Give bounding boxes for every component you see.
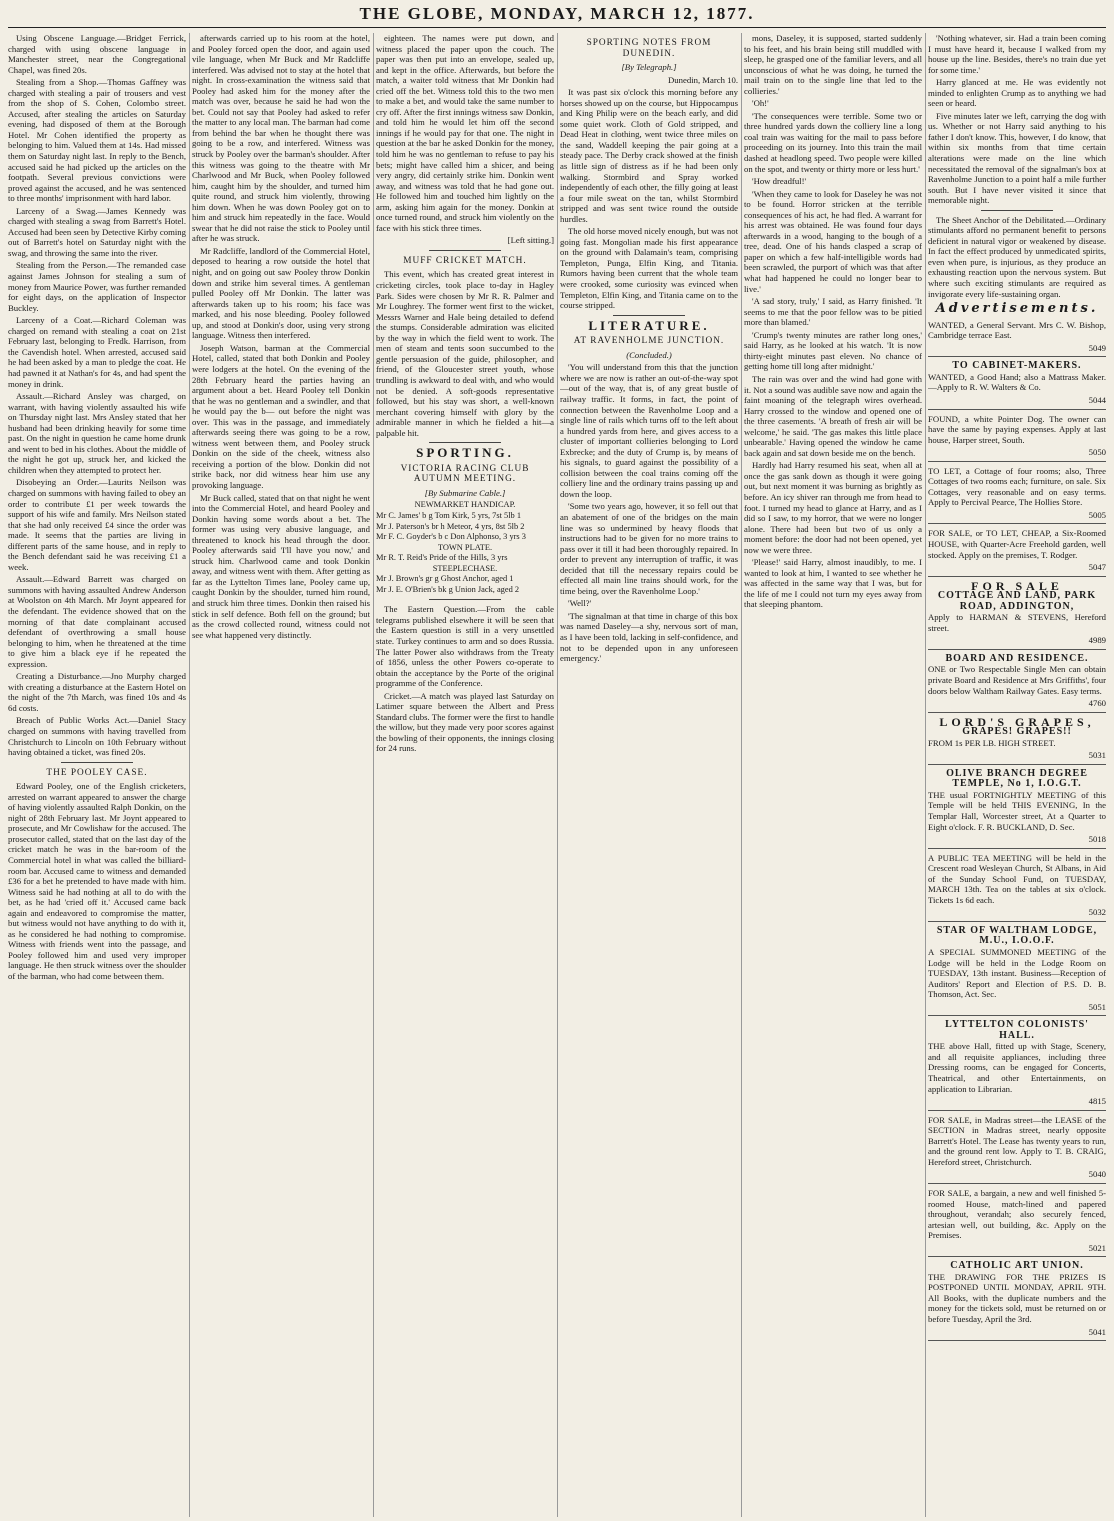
race-line: Mr J. Brown's gr g Ghost Anchor, aged 1: [376, 574, 514, 584]
story-paragraph: 'Oh!': [752, 98, 769, 109]
separator-rule: [429, 250, 500, 251]
ad-body: TO LET, a Cottage of four rooms; also, Three Cottages of two rooms each; furniture, on sale. Six Cottages, very reasonable and on easy terms. Apply to Percival Pearce, The Hollies Store.: [928, 465, 1106, 508]
ad-number: 5032: [1088, 907, 1106, 918]
story-paragraph: 'Crump's twenty minutes are rather long ones,' said Harry, as he looked at his watch. 'It is now thirty-eight minutes past eleven. No chance of getting home till long after midnight.': [744, 329, 922, 372]
court-report: Disobeying an Order.—Laurits Neilson was charged on summons with having failed to obey an order to contribute £1 per week towards the support of his wife and family. Mrs Neilson stated that she had only received £4 since the order was made. It seems that the parties are living in different parts of the same house, and in reply to the Bench defendant said he was receiving £1 a week.: [8, 477, 186, 572]
advertisement: [928, 851, 1106, 922]
separator-rule: [981, 210, 1052, 211]
ad-number: 5044: [1088, 394, 1106, 405]
ad-body: WANTED, a General Servant. Mrs C. W. Bishop, Cambridge terrace East.: [928, 319, 1106, 341]
dunedin-byline: [By Telegraph.]: [621, 62, 677, 73]
story-paragraph: Harry glanced at me. He was evidently not minded to enlighten Crump as to anything we had seen or heard.: [928, 77, 1106, 109]
advertisement: [928, 526, 1106, 576]
article-paragraph: The old horse moved nicely enough, but was not going fast. Mongolian made his first appearance on the ground with Dalamain's team, comprising Templeton, Punga, Elfin King, and Titania. Rumors having been current that the whole team were crooked, some curiosity was evinced when Templeton, Elfin King, and Titania came on to the course stripped.: [560, 226, 738, 311]
article-paragraph: afterwards carried up to his room at the hotel, and Pooley forced open the door, and again used vile language, when Mr Buck and Mr Radcliffe interfered. Was advised not to stay at the hotel that night. In cross-examination the witness said that Pooley had asked him for the money after the match was over, because he said he had won the bet. Could not say that Pooley had asked to refer the matter to any local man. The barman had come from behind the bar when he thought there was going to be a row, and interfered. Witness was struck by Pooley over the barman's shoulder. After this witness was going to the theatre with Mr Charlwood and Mr Buck, when Pooley followed him, caught him by the shoulder, and turned him quite round, and struck him violently, throwing him down. When he was down Pooley got on to him and struck him repeatedly in the face. Would swear that he did not raise the stick to Pooley until after he was struck.: [192, 33, 370, 244]
court-report: Using Obscene Language.—Bridget Ferrick, charged with using obscene language in Manchester street, near the Congregational Chapel, was fined 20s.: [8, 33, 186, 75]
ad-heading: LYTTELTON COLONISTS' HALL.: [945, 1019, 1089, 1041]
court-report: Stealing from a Shop.—Thomas Gaffney was charged with stealing a pair of trousers and vest from the shop of S. Cohen, Colombo street. Accused, after stealing the articles on Saturday evening, had disposed of them at the Borough Hotel. Mr Cohen identified the property as belonging to him. Valued them at 14s. Had missed them on Saturday night last. In reply to the Bench, accused said he had picked up the articles on the footpath. Several previous convictions were proved against the accused, and he was sentenced to three months' imprisonment with hard labor.: [8, 77, 186, 204]
article-paragraph: Joseph Watson, barman at the Commercial Hotel, called, stated that both Donkin and Pooley were lodgers at the hotel. On the evening of the 28th February heard the parties having an argument about a bet. Heard Pooley tell Donkin that he was no gentleman and a swindler, and that he would pay the b— out before the night was over. This was in the passage, and immediately afterwards seeing there was going to be a row, witness went between them, and Pooley struck Donkin on the side of the cheek, witness also receiving a portion of the blow. Donkin did not strike back, nor did witness hear him use any provoking language.: [192, 342, 370, 490]
ad-number: 5021: [1088, 1242, 1106, 1253]
ad-number: 4815: [1088, 1096, 1106, 1107]
ad-number: 5047: [1088, 562, 1106, 573]
article-paragraph: Mr Buck called, stated that on that night he went into the Commercial Hotel, and heard Pooley and Donkin having some words about a bet. The former was using very abusive language, and threatened to knock his head through the door. Pooley afterwards said 'I'll have you now,' and struck him. Charlwood came and took Donkin away, and witness went with them. After getting as far as the Lyttelton Times lane, Pooley came up, caught Donkin by the shoulder, turned him round, and struck him three times. Donkin then raised his stick in self defence. Both fell on the ground; but as the crowd collected round, witness could not see what happened very distinctly.: [192, 492, 370, 640]
story-paragraph: 'A sad story, truly,' I said, as Harry finished. 'It seems to me that the poor fellow was to be pitied more than blamed.': [744, 296, 922, 328]
vrc-heading: VICTORIA RACING CLUB AUTUMN MEETING.: [400, 463, 530, 485]
column-divider: [373, 33, 374, 1517]
separator-rule: [613, 315, 684, 316]
race-line: Mr R. T. Reid's Pride of the Hills, 3 yrs: [376, 553, 508, 563]
literature-heading: LITERATURE.: [588, 317, 710, 333]
race-results: [376, 500, 554, 595]
column-divider: [189, 33, 190, 1517]
ad-heading: BOARD AND RESIDENCE.: [945, 652, 1089, 664]
story-paragraph: mons, Daseley, it is supposed, started suddenly to his feet, and his brain being still muddled with sleep, he grasped one of the familiar levers, and all unconscious of what he was doing, he turned the mail train on to the single line that led to the collieries.': [744, 33, 922, 96]
advertisement: [928, 318, 1106, 358]
ad-number: 4989: [1088, 635, 1106, 646]
advertisement: [928, 652, 1106, 713]
ad-number: 4760: [1088, 698, 1106, 709]
race-line: Mr F. C. Goyder's b c Don Alphonso, 3 yrs 3: [376, 532, 526, 542]
ad-heading: STAR OF WALTHAM LODGE, M.U., I.O.O.F.: [936, 924, 1098, 947]
race-line: Mr J. E. O'Brien's bk g Union Jack, aged 2: [376, 584, 520, 594]
ad-body: THE usual FORTNIGHTLY MEETING of this Temple will be held THIS EVENING, In the Templar Hall, Worcester street, At a Quarter to Eight o'clock. F. R. BUCKLAND, D. Sec.: [928, 789, 1106, 832]
ad-number: 5050: [1088, 447, 1106, 458]
race-title: STEEPLECHASE.: [432, 563, 498, 573]
vrc-byline: [By Submarine Cable.]: [424, 487, 506, 498]
story-paragraph: 'Some two years ago, however, it so fell out that an abatement of one of the bridges on the main line was so undermined by heavy floods that instructions had to be given for no more trains to pass over it till it had been thoroughly repaired. In order to prevent any interruption of traffic, it was decided that till the necessary repairs could be effected all main line trains should work, for the time being, over the Ravenholme Loop.': [560, 501, 738, 596]
ad-heading: GRAPES! GRAPES!!: [962, 726, 1072, 738]
article-paragraph: It was past six o'clock this morning before any horses showed up on the course, but Hippocampus and King Philip were on the beach early, and did some quiet work. Cloth of Gold stripped, and Dead Heat in clothing, went twice three miles on the sand, Waddell keeping the pair going at a steady pace. The Derby crack showed at the finish as little sign of distress as if he had been only walking. Stormbird and Spray worked independently of each other, the filly going at least a four mile sweat on the tan, whilst Stormbird stripped and was sent twice round the outside hurdles.: [560, 87, 738, 224]
advertisement: [928, 715, 1106, 765]
ad-display-line: LORD'S GRAPES,: [939, 714, 1095, 729]
pooley-case-heading: THE POOLEY CASE.: [46, 767, 148, 778]
advertisement: [928, 1018, 1106, 1110]
court-report: Assault.—Edward Barrett was charged on summons with having assaulted Andrew Anderson at Woolston on 4th March. Mr Joynt appeared for the defendant. The evidence showed that on the morning of that date complainant accused defendant of overthrowing a small house belonging to him, when he threatened at the time to give him a black eye if he repeated the expression.: [8, 574, 186, 669]
story-paragraph: 'When they came to look for Daseley he was not to be found. Horror stricken at the terrible consequences of his act, he had fled. A warrant for his arrest was obtained. He was found four days afterwards in a wood, hanging to the bough of a tree, dead. One of his hands clasped a scrap of paper on which a few half-intelligible words had been scrawled, the purport of which was that after what had happened he could no longer bear to live.': [744, 188, 922, 294]
article-paragraph: The Eastern Question.—From the cable telegrams published elsewhere it will be seen that the Eastern question is still in a very unsettled state. Turkey continues to arm and so does Russia. The latter Power also withdraws from the Treaty of 1856, unless the other Powers co-operate to obtain the acceptance by the Porte of the original programme of the Conference.: [376, 604, 554, 689]
column-2: [192, 33, 370, 1517]
ad-body: Apply to HARMAN & STEVENS, Hereford street.: [928, 612, 1106, 633]
separator-rule: [61, 762, 132, 763]
ad-body: A PUBLIC TEA MEETING will be held in the Crescent road Wesleyan Church, St Albans, in Aid of the Sunday School Fund, on TUESDAY, MARCH 13th. Tea on the tables at six o'clock. Tickets 1s 6d each.: [928, 852, 1106, 905]
ad-number: 5040: [1088, 1169, 1106, 1180]
advertisements-heading: Advertisements.: [935, 301, 1099, 317]
ad-heading: OLIVE BRANCH DEGREE TEMPLE, No 1, I.O.G.T.: [946, 767, 1088, 790]
muff-cricket-heading: MUFF CRICKET MATCH.: [403, 255, 527, 266]
race-line: Mr J. Paterson's br h Meteor, 4 yrs, 8st 5lb 2: [376, 521, 525, 531]
ad-body: THE DRAWING FOR THE PRIZES IS POSTPONED UNTIL MONDAY, APRIL 9TH. All Books, with the duplicate numbers and the money for the tickets sold, must be returned on or before Tuesday, April the 3rd.: [928, 1271, 1106, 1324]
article-paragraph: eighteen. The names were put down, and witness placed the paper upon the couch. The paper was then put into an envelope, sealed up, and kept in the office. Afterwards, but before the match, a waiter told witness that Mr Donkin had cried off the bet. Witness told this to the two men to make a bet, and would take the same number to cry off. After the first innings witness saw Donkin, and told him he would let him off the second innings if he would pay for that one. The night in question at the bar he asked Donkin for the money, told him he was no gentleman to refuse to pay his bets; might have called him a shicer, and being very angry, did certainly strike him. Donkin went away, and witness was told that he had gone out. He followed him and touched him lightly on the arm, asking him again for the money. Donkin at once turned round, and struck him violently on the face with his stick three times.: [376, 33, 554, 233]
column-3: [376, 33, 554, 1517]
advertisement: [928, 464, 1106, 525]
ad-display-line: FOR SALE: [971, 578, 1063, 593]
ad-heading: CATHOLIC ART UNION.: [950, 1260, 1084, 1272]
ad-number: 5018: [1088, 834, 1106, 845]
story-paragraph: 'You will understand from this that the junction where we are now is rather an out-of-the-way spot—out of the way, that is, of any great bustle of railway traffic. It forms, in fact, the point of connection between the Ravenholme Loop and a single line of rails which turns off to the left about a hundred yards from here, and gives access to a cluster of important collieries belonging to Lord Exbrecke; and the duty of Crump is, by means of his signals, to guard against the possibility of a collision between the coal trains coming off the colliery line and the ordinary trains passing up and down the loop.: [560, 362, 738, 499]
advertisement: [928, 767, 1106, 849]
separator-rule: [429, 442, 500, 443]
story-paragraph: 'Nothing whatever, sir. Had a train been coming I must have heard it, because I walked from my house up the line. Besides, there's no train due yet for some time.': [928, 33, 1106, 75]
advertisement: [928, 924, 1106, 1016]
column-divider: [557, 33, 558, 1517]
story-concluded: (Concluded.): [626, 349, 672, 360]
race-title: TOWN PLATE.: [437, 542, 493, 552]
article-paragraph: Edward Pooley, one of the English cricketers, arrested on warrant appeared to answer the charge of having violently assaulted Ralph Donkin, on the night of 28th February last. Mr Joynt appeared to prosecute, and Mr Cowlishaw for the accused. The prosecutor called, stated that on the last day of the cricket match he was in the bar-room of the Commercial hotel in what was called the billiard-room bar. Accused came to witness and demanded £36 for a bet he pretended to have made with him. Witness said he had nothing at all to do with the bet, as he had 'cried off it.' Accused came back again and endeavored to compromise the matter, but witness would not have anything to do with it, as he considered he had nothing to compromise. Witness with friends went into the passage, and Pooley followed him and used very improper language. He then struck witness over the shoulder of the barman, who had come between them.: [8, 781, 186, 982]
court-report: Larceny of a Coat.—Richard Coleman was charged on remand with stealing a coat on 21st February last, belonging to Fredk. Harrison, from the Cavendish hotel. When arrested, accused said he had been asked by a man to pledge the coat. He had pawned it at Nathan's for 4s, and had spent the money in drink.: [8, 315, 186, 389]
ad-heading: COTTAGE AND LAND, PARK ROAD, ADDINGTON,: [937, 590, 1097, 612]
column-1: [8, 33, 186, 1517]
story-paragraph: The rain was over and the wind had gone with it. Not a sound was audible save now and again the faint moaning of the telegraph wires overhead. Harry crossed to the window and opened one of the three casements. 'A breath of fresh air will be welcome,' he said. 'The gas makes this little place unbearable.' Having opened the window he came back again and sat down beside me on the bench.: [744, 373, 922, 458]
race-title: NEWMARKET HANDICAP.: [414, 500, 516, 510]
race-line: Mr C. James' b g Tom Kirk, 5 yrs, 7st 5lb 1: [376, 510, 522, 520]
court-report: Breach of Public Works Act.—Daniel Stacy charged on summons with having travelled from Christchurch to Lincoln on 10th February without having obtained a ticket, was fined 20s.: [8, 715, 186, 758]
sporting-heading: SPORTING.: [416, 445, 514, 461]
dunedin-heading: SPORTING NOTES FROM DUNEDIN.: [586, 38, 712, 59]
advertisement: [928, 412, 1106, 462]
advertisement: [928, 1259, 1106, 1341]
advertisement: [928, 359, 1106, 409]
column-6: [928, 33, 1106, 1517]
masthead: THE GLOBE, MONDAY, MARCH 12, 1877.: [359, 4, 755, 23]
ad-body: FROM 1s PER LB. HIGH STREET.: [928, 737, 1056, 748]
article-paragraph: This event, which has created great interest in cricketing circles, took place to-day in Hagley Park. Sides were chosen by Mr R. R. Palmer and Mr Loughrey. The former went first to the wicket, Messrs Warner and Hale being detailed to defend the stumps. Considerable admiration was elicited by the way in which the field went to work. The men of steam and tents soon succumbed to the gentle persuasion of the guide, philosopher, and friend, of the Gloucester street youth, whose trundling is awkward to deal with, and who would not be denied. A soft-goods representative followed, but his stay was short, a well-known merchant covering himself with glory by the admirable manner in which he fielded a hit—a palpable hit.: [376, 269, 554, 438]
court-report: Assault.—Richard Ansley was charged, on warrant, with having violently assaulted his wife on Thursday night last. Mrs Ansley stated that her husband had been drinking heavily for some time past. On the night in question he came home drunk and went to bed in his clothes. About the middle of the night he got up, struck her, and kicked the children when they attempted to protect her.: [8, 391, 186, 475]
ad-body: THE above Hall, fitted up with Stage, Scenery, and all requisite appliances, including three Dressing rooms, can be engaged for Concerts, Theatrical, and other Entertainments, on application to Librarian.: [928, 1041, 1106, 1094]
ad-body: FOR SALE, in Madras street—the LEASE of the SECTION in Madras street, nearly opposite Barrett's Hotel. The Lease has twenty years to run, and the ground rent low. Apply to T. B. CRAIG, Hereford street, Christchurch.: [928, 1114, 1106, 1167]
column-divider: [741, 33, 742, 1517]
ad-number: 5005: [1088, 509, 1106, 520]
article-paragraph: The Sheet Anchor of the Debilitated.—Ordinary stimulants afford no permanent benefit to persons deficient in natural vigor or weakened by disease. In fact the effect produced by unmedicated spirits, even when pure, is injurious, as they produce an exhausting reaction upon the nervous system. But where such exciting stimulants are required as invigorate every life-sustaining organ.: [928, 214, 1106, 299]
masthead-rule: [8, 27, 1106, 28]
story-paragraph: 'The signalman at that time in charge of this box was named Daseley—a shy, nervous sort of man, as I have been told, lacking in self-confidence, and not to be depended upon in any unforeseen emergency.': [560, 610, 738, 664]
story-paragraph: 'Well?': [568, 598, 592, 609]
ad-number: 5049: [1088, 342, 1106, 353]
ad-number: 5031: [1088, 750, 1106, 761]
ad-number: 5051: [1088, 1001, 1106, 1012]
ad-body: WANTED, a Good Hand; also a Mattrass Maker.—Apply to R. W. Walters & Co.: [928, 371, 1106, 393]
article-paragraph: Cricket.—A match was played last Saturday on Latimer square between the Albert and Press Standard clubs. The former were the first to handle the willow, but they made very poor scores against the bowling of their opponents, the innings closing for 24 runs.: [376, 690, 554, 754]
story-paragraph: 'The consequences were terrible. Some two or three hundred yards down the colliery line a long coal train was waiting for the mail to pass before proceeding on its journey. Into this train the mail dashed at headlong speed. Two people were killed on the spot, and twenty or thirty more or less hurt.': [744, 110, 922, 174]
column-4: [560, 33, 738, 1517]
advertisement: [928, 579, 1106, 650]
left-sitting-note: [Left sitting.]: [507, 235, 554, 246]
story-title: AT RAVENHOLME JUNCTION.: [573, 336, 725, 347]
column-5: [744, 33, 922, 1517]
column-divider: [925, 33, 926, 1517]
ad-body: ONE or Two Respectable Single Men can obtain private Board and Residence at Mrs Griffiths', four doors below Waltham Railway Gates. Easy terms.: [928, 664, 1106, 696]
ad-heading: TO CABINET-MAKERS.: [952, 360, 1082, 372]
dateline: Dunedin, March 10.: [668, 74, 738, 85]
story-paragraph: 'How dreadful!': [752, 176, 807, 187]
ad-body: FOR SALE, or TO LET, CHEAP, a Six-Roomed HOUSE, with Quarter-Acre Freehold garden, well stocked. Apply on the premises, T. Rodger.: [928, 528, 1106, 560]
advertisement-list: [928, 318, 1106, 1341]
ad-number: 5041: [1088, 1326, 1106, 1337]
ad-body: A SPECIAL SUMMONED MEETING of the Lodge will be held in the Lodge Room on TUESDAY, 13th instant. Business—Reception of Auditors' Report and Election of P.S. D. B. Thomson, Act. Sec.: [928, 947, 1106, 1000]
court-report: Stealing from the Person.—The remanded case against James Johnson for stealing a sum of money from Maurice Power, was further remanded for eight days, on the application of Inspector Buckley.: [8, 260, 186, 313]
court-report: Creating a Disturbance.—Jno Murphy charged with creating a disturbance at the Eastern Hotel on the night of the 7th March, was fined 10s and 4s 6d costs.: [8, 671, 186, 713]
ad-body: FOUND, a white Pointer Dog. The owner can have the same by paying expenses. Apply at last house, Harper street, South.: [928, 413, 1106, 445]
separator-rule: [429, 599, 500, 600]
story-paragraph: 'Please!' said Harry, almost inaudibly, to me. I wanted to look at him, I wanted to see whether he was affected in the same way that I was, but for the life of me I could not turn my eyes away from that sleeping phantom.: [744, 557, 922, 610]
story-paragraph: Five minutes later we left, carrying the dog with us. Whether or not Harry said anything to his father I don't know. This, however, I do know, that within six months from that time certain alterations were made on the line which necessitated the removal of the signalman's box at Ravenholme Junction to a point half a mile further south. But I have never visited it since that memorable night.: [928, 110, 1106, 206]
article-paragraph: Mr Radcliffe, landlord of the Commercial Hotel, deposed to hearing a row outside the hotel that night, and on going out saw Pooley throw Donkin down and strike him several times. A gentleman pulled Pooley off Mr Donkin. The latter was afterwards taken up to his room; his face was marked, and his nose bleeding. Pooley followed up, and stood at Donkin's door, using very strong language. Witness then interfered.: [192, 245, 370, 341]
story-paragraph: Hardly had Harry resumed his seat, when all at once the gas sank down as though it were going out, but next moment it was burning as brightly as before. An icy shiver ran through me from head to foot. I turned my head to glance at Harry, and as I did so I saw, to my horror, that we were no longer alone. There had been but two of us only a moment before: the door had not been opened, yet now we were three.: [744, 460, 922, 555]
ad-body: FOR SALE, a bargain, a new and well finished 5-roomed House, match-lined and papered throughout, verandah; also securely fenced, artesian well, out building, &c. Apply on the Premises.: [928, 1187, 1106, 1241]
court-report: Larceny of a Swag.—James Kennedy was charged with stealing a swag from Barrett's Hotel. Accused had been seen by Detective Kirby coming out of Barrett's hotel on Saturday night with the swag, and throwing the same into the river.: [8, 205, 186, 258]
advertisement: [928, 1186, 1106, 1257]
advertisement: [928, 1113, 1106, 1184]
